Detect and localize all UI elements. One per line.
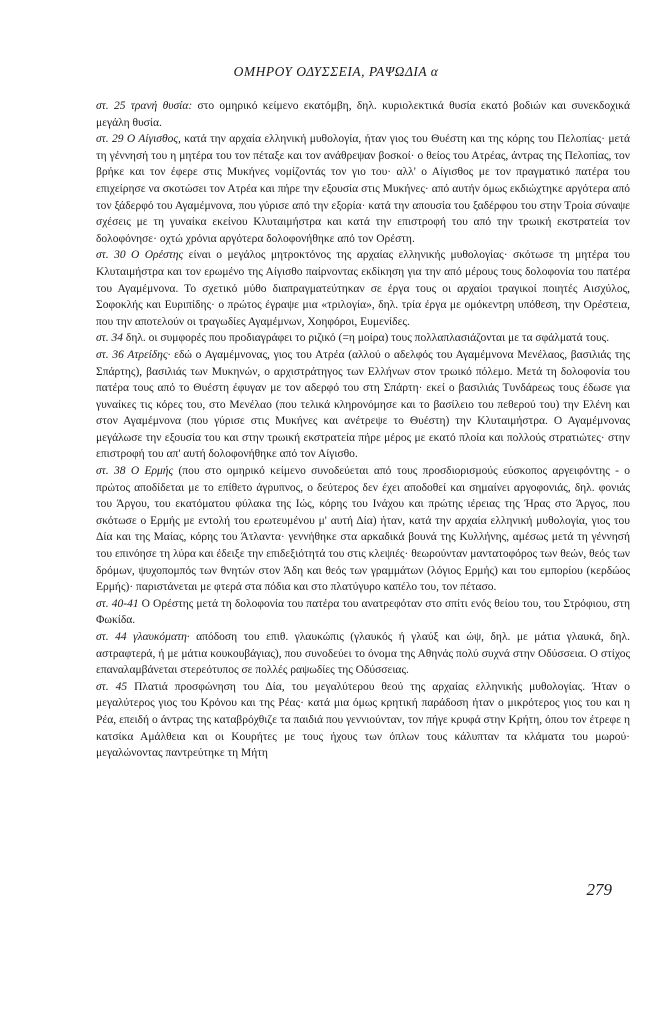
note-ref: στ. 45 [96,680,128,693]
note-ref: στ. 29 Ο Αίγισθος, [96,133,181,146]
note-ref: στ. 44 γλαυκόματη· [96,631,190,643]
note-ref: στ. 30 Ο Ορέστης [96,249,184,262]
note-text: απόδοση του επιθ. γλαυκώπις (γλαυκός ή γλαύξ και ώψ, δηλ. με μάτια γλαυκά, δηλ. αστραφτερά, ή με μάτια κουκουβάγιας), που συνοδεύει το όνομα της Αθηνάς πολύ συχνά στην Οδύσσεια. Ο στίχος επαναλαμβάνεται στερεότυπος σε πολλές ραψωδίες της Οδύσσειας. [96,631,630,677]
note-text: δηλ. οι συμφορές που προδιαγράφει το ριζικό (=η μοίρα) τους πολλαπλασιάζονται με τα σφάλματά τους. [123,332,610,345]
note-line-36 [96,347,630,463]
note-text: στο ομηρικό κείμενο εκατόμβη, δηλ. κυριολεκτικά θυσία εκατό βοδιών και συνεκδοχικά μεγάλη θυσία. [96,100,630,129]
note-text: κατά την αρχαία ελληνική μυθολογία, ήταν γιος του Θυέστη και της κόρης του Πελοπίας· μετά τη γέννησή του η μητέρα του τον πέταξε και τον ανάθρεψαν βοσκοί· ο θείος του Ατρέας, άντρας της Πελοπίας, τον βρήκε και τον έφερε στις Μυκήνες νομίζοντάς τον γιο του· αλλ' ο Αίγισθος με τον πραγματικό πατέρα του επιχείρησε να σκοτώσει τον Ατρέα και πήρε την εξουσία στις Μυκήνες· από αυτήν όμως εκδιώχτηκε αργότερα από τον ξάδερφό του Αγαμέμνονα, που γύρισε από την εξορία· κατά την απουσία του ξαδέρφου του στην Τροία σύναψε σχέσεις με τη γυναίκα εκείνου Κλυταιμήστρα και κατά την επιστροφή του από την τρωική εκστρατεία τον δολοφόνησε· οχτώ χρόνια αργότερα δολοφονήθηκε από τον Ορέστη. [96,133,630,245]
note-text: Ο Ορέστης μετά τη δολοφονία του πατέρα του ανατρεφόταν στο σπίτι ενός θείου του, του Στρόφιου, στη Φωκίδα. [96,597,630,627]
note-text: Πλατιά προσφώνηση του Δία, του μεγαλύτερου θεού της αρχαίας ελληνικής μυθολογίας. Ήταν ο μεγαλύτερος γιος του Κρόνου και της Ρέας· κατά μια όμως κρητική παράδοση ήταν ο μικρότερος γιος του και η Ρέα, επειδή ο άντρας της καταβρόχθιζε τα παιδιά που γεννιούνταν, τον πήγε κρυφά στην Κρήτη, όπου τον έτρεφε η κατσίκα Αμάλθεια και οι Κουρήτες με τους ήχους των όπλων τους κάλυπταν τα κλάματα του μωρού· μεγαλώνοντας παντρεύτηκε τη Μήτη [96,680,630,760]
note-text: (που στο ομηρικό κείμενο συνοδεύεται από τους προσδιορισμούς εύσκοπος αργειφόντης - ο πρώτος αποδίδεται με το επίθετο άγρυπνος, ο δεύτερος δεν έχει αποδοθεί και σημαίνει αργοφονιάς, δηλ. φονιάς του Άργου, του εκατόματου φύλακα της Ιώς, κόρης του Ινάχου και πρώτης ιέρειας της Ήρας στο Άργος, που σκότωσε ο Ερμής με εντολή του ερωτευμένου μ' αυτή Δία) ήταν, κατά την αρχαία ελληνική μυθολογία, γιος του Δία και της Μαίας, κόρης του Άτλαντα· γεννήθηκε στα αρκαδικά βουνά της Κυλλήνης, αμέσως μετά τη γέννησή του επινόησε τη λύρα και έδειξε την επιδεξιότητά του στις κλεψιές· θεωρούνταν μαντατοφόρος των θεών, θεός των δρόμων, ψυχοπομπός των θνητών στον Άδη και θεός των γραμμάτων (λόγιος Ερμής) και του εμπορίου (κερδώος Ερμής)· παριστάνεται με φτερά στα πόδια και στο πλατύγυρο καπέλο του, τον πέτασο. [96,465,630,594]
note-text: είναι ο μεγάλος μητροκτόνος της αρχαίας ελληνικής μυθολογίας· σκότωσε τη μητέρα του Κλυταιμήστρα και τον ερωμένο της Αίγισθο παίρνοντας εκδίκηση για την από μέρους τους δολοφονία του πατέρα του Αγαμέμνονα. Το σχετικό μύθο διαπραγματεύτηκαν σε έργα τους οι αρχαίοι τραγικοί ποιητές Αισχύλος, Σοφοκλής και Ευριπίδης· ο πρώτος έγραψε μια «τριλογία», δηλ. τρία έργα με ομόκεντρη υπόθεση, την Ορέστεια, που την αποτελούν οι τραγωδίες Αγαμέμνων, Χοηφόροι, Ευμενίδες. [96,249,631,328]
note-line-44 [96,629,630,679]
note-line-30 [96,247,630,330]
note-ref: στ. 34 [96,332,124,345]
note-line-29 [96,131,630,247]
notes-body [96,98,630,762]
note-ref: στ. 36 Ατρείδης· [96,348,171,361]
note-ref: στ. 38 Ο Ερμής [96,465,174,478]
note-ref: στ. 40-41 [96,597,139,610]
note-line-45 [96,679,630,762]
note-line-34 [96,330,630,347]
note-line-40-41 [96,596,630,629]
note-text: εδώ ο Αγαμέμνονας, γιος του Ατρέα (αλλού ο αδελφός του Αγαμέμνονα Μενέλαος, βασιλιάς της Σπάρτης), βασιλιάς των Μυκηνών, ο αρχιστράτηγος των Ελλήνων στον τρωικό πόλεμο. Μετά τη δολοφονία του πατέρα τους από το Θυέστη έφυγαν με τον αδερφό του στη Σπάρτη· εκεί ο βασιλιάς Τυνδάρεως τους έδωσε για γυναίκες τις κόρες του, στο Μενέλαο (που τελικά κληρονόμησε και το βασίλειο του πεθερού του) την Ελένη και στον Αγαμέμνονα (που γύρισε στις Μυκήνες και ανέτρεψε το Θυέστη) την Κλυταιμήστρα. Ο Αγαμέμνονας μεγάλωσε την εξουσία του και στην τρωική εκστρατεία πήρε μέρος με εκατό πλοία και πολλούς στρατιώτες· στην επιστροφή του απ' αυτή δολοφονήθηκε από τον Αίγισθο. [96,348,631,461]
note-line-25 [96,98,630,131]
note-line-38 [96,463,630,596]
page-number: 279 [586,880,612,899]
note-ref: στ. 25 τρανή θυσία: [96,100,193,112]
page-header: ΟΜΗΡΟΥ ΟΔΥΣΣΕΙΑ, ΡΑΨΩΔΙΑ α [233,64,439,79]
